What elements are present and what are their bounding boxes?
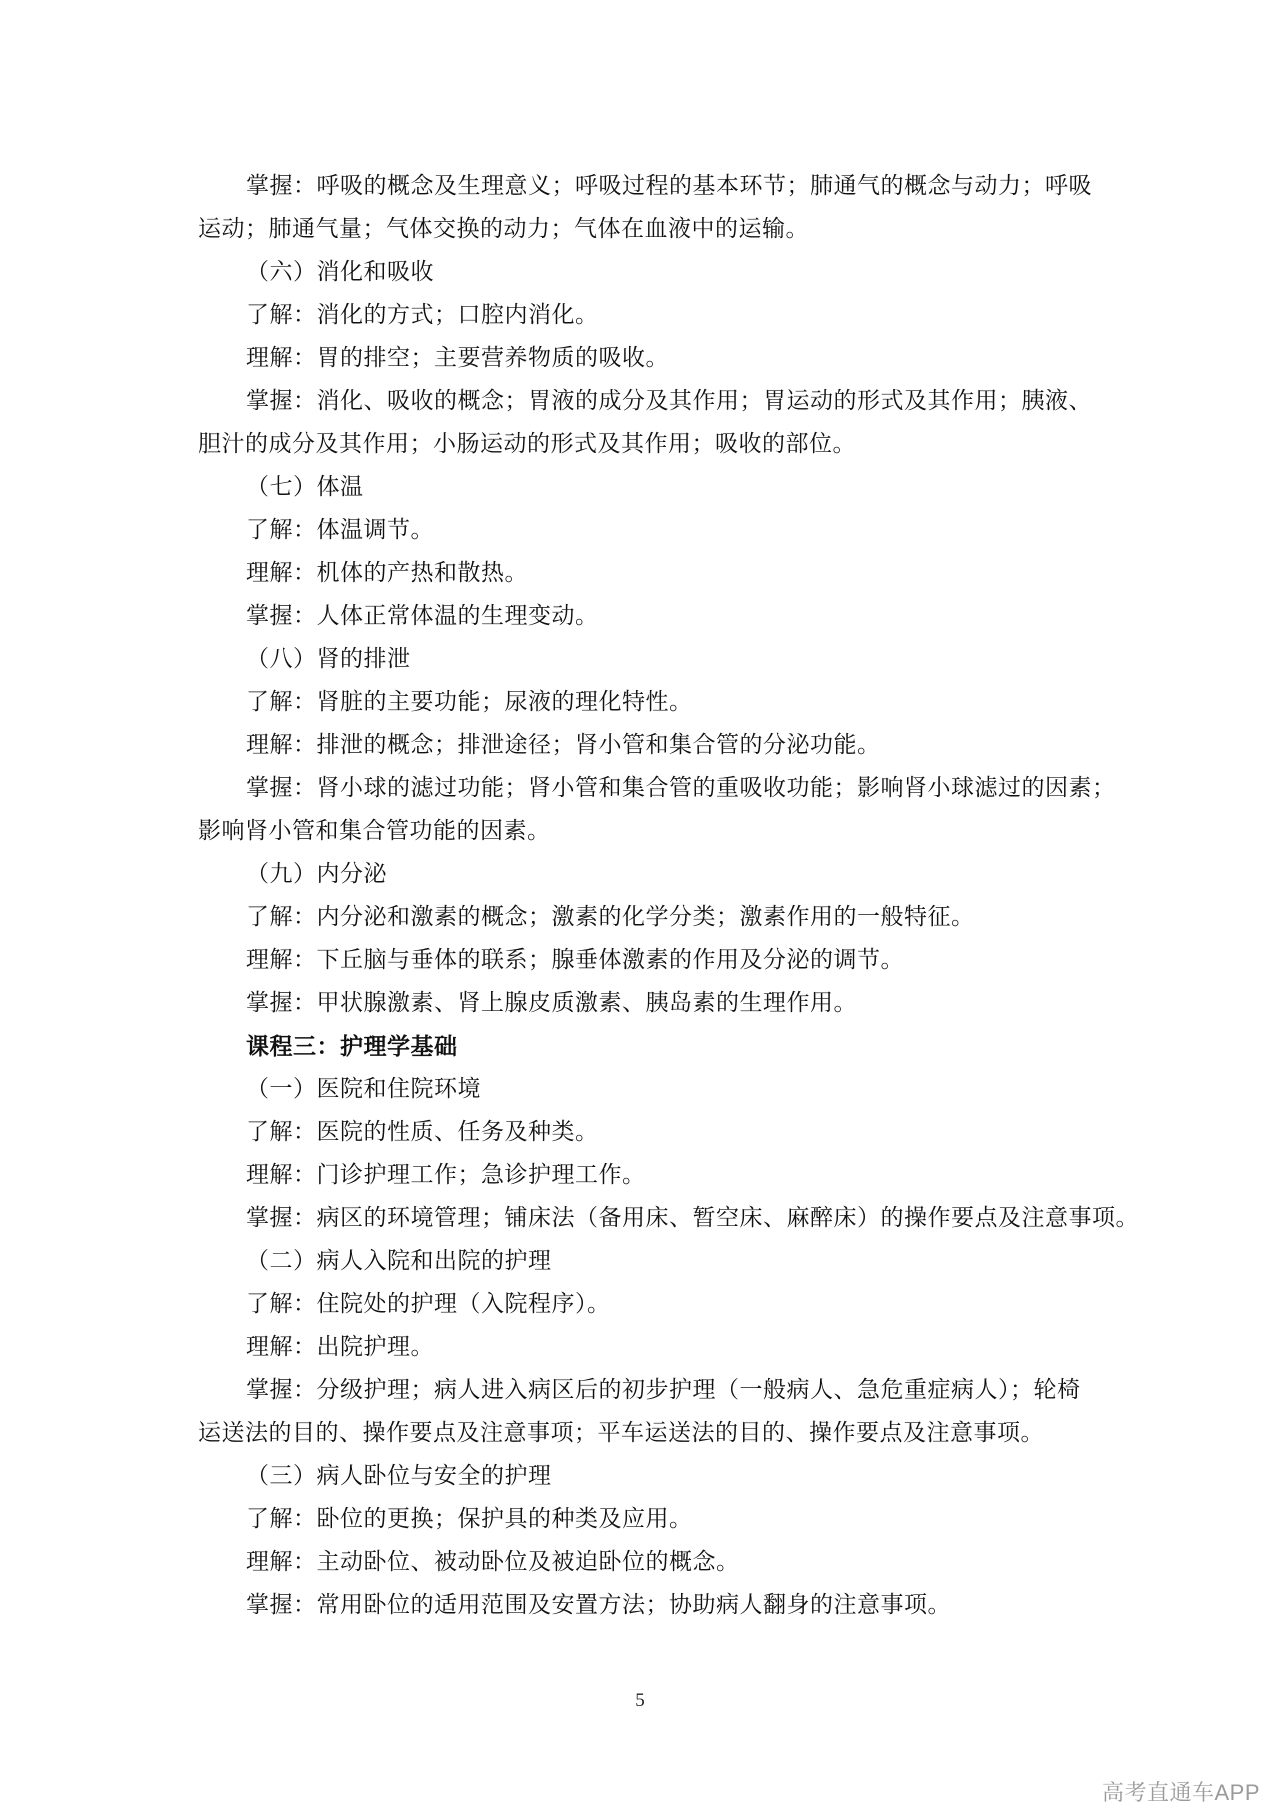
text-line: 掌握：分级护理；病人进入病区后的初步护理（一般病人、急危重症病人）；轮椅 [246,1377,1081,1403]
text-line: 运送法的目的、操作要点及注意事项；平车运送法的目的、操作要点及注意事项。 [198,1420,1044,1446]
text-line: 理解：排泄的概念；排泄途径；肾小管和集合管的分泌功能。 [246,732,881,758]
text-line: 掌握：常用卧位的适用范围及安置方法；协助病人翻身的注意事项。 [246,1592,951,1618]
text-line: 理解：主动卧位、被动卧位及被迫卧位的概念。 [246,1549,740,1575]
text-line: 掌握：人体正常体温的生理变动。 [246,603,599,629]
text-line: 了解：体温调节。 [246,517,434,543]
text-line: 了解：肾脏的主要功能；尿液的理化特性。 [246,689,693,715]
text-line: 运动；肺通气量；气体交换的动力；气体在血液中的运输。 [198,216,809,242]
page-number: 5 [635,1690,645,1711]
watermark: 高考直通车APP [1101,1780,1260,1805]
text-line: 理解：下丘脑与垂体的联系；腺垂体激素的作用及分泌的调节。 [246,947,904,973]
text-line: 理解：门诊护理工作；急诊护理工作。 [246,1162,646,1188]
section-heading: （八）肾的排泄 [246,646,411,672]
text-line: 了解：住院处的护理（入院程序）。 [246,1291,611,1317]
text-line: 了解：内分泌和激素的概念；激素的化学分类；激素作用的一般特征。 [246,904,975,930]
section-heading: （七）体温 [246,474,364,500]
section-heading: （九）内分泌 [246,861,387,887]
text-line: 掌握：病区的环境管理；铺床法（备用床、暂空床、麻醉床）的操作要点及注意事项。 [246,1205,1139,1231]
text-line: 影响肾小管和集合管功能的因素。 [198,818,551,844]
section-heading: （二）病人入院和出院的护理 [246,1248,552,1274]
section-heading: （一）医院和住院环境 [246,1076,481,1102]
text-line: 理解：机体的产热和散热。 [246,560,528,586]
text-line: 掌握：肾小球的滤过功能；肾小管和集合管的重吸收功能；影响肾小球滤过的因素； [246,775,1116,801]
section-heading: （三）病人卧位与安全的护理 [246,1463,552,1489]
text-line: 了解：消化的方式；口腔内消化。 [246,302,599,328]
text-line: 掌握：消化、吸收的概念；胃液的成分及其作用；胃运动的形式及其作用；胰液、 [246,388,1092,414]
document-body [198,165,1139,1627]
section-heading: （六）消化和吸收 [246,259,434,285]
text-line: 了解：医院的性质、任务及种类。 [246,1119,599,1145]
text-line: 理解：胃的排空；主要营养物质的吸收。 [246,345,669,371]
course-heading: 课程三：护理学基础 [246,1033,458,1060]
text-line: 理解：出院护理。 [246,1334,434,1360]
text-line: 掌握：呼吸的概念及生理意义；呼吸过程的基本环节；肺通气的概念与动力；呼吸 [246,173,1092,199]
text-line: 掌握：甲状腺激素、肾上腺皮质激素、胰岛素的生理作用。 [246,990,857,1016]
text-line: 胆汁的成分及其作用；小肠运动的形式及其作用；吸收的部位。 [198,431,856,457]
text-line: 了解：卧位的更换；保护具的种类及应用。 [246,1506,693,1532]
